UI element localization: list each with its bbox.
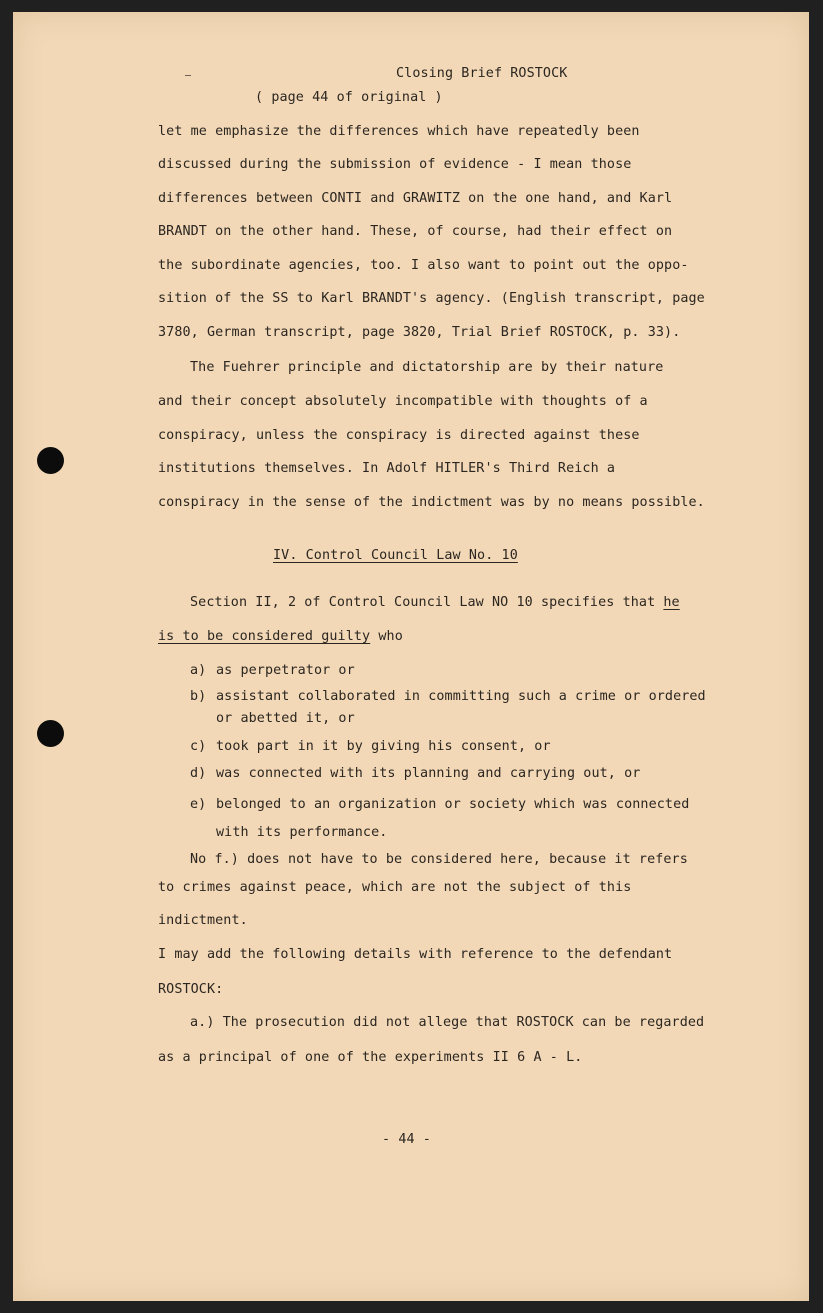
section-intro-line-2 xyxy=(158,629,403,644)
section-heading: IV. Control Council Law No. 10 xyxy=(273,548,518,563)
margin-mark xyxy=(185,75,191,76)
body-line: the subordinate agencies, too. I also want to point out the oppo- xyxy=(158,258,689,273)
list-item-text: took part in it by giving his consent, or xyxy=(216,739,551,754)
body-line: as a principal of one of the experiments II 6 A - L. xyxy=(158,1050,583,1065)
list-item-text: was connected with its planning and carrying out, or xyxy=(216,766,641,781)
underlined-text: is to be considered guilty xyxy=(158,629,371,644)
page-subtitle: ( page 44 of original ) xyxy=(255,90,443,105)
list-item-text: assistant collaborated in committing such a crime or ordered xyxy=(216,689,706,704)
list-item-label: b) xyxy=(190,689,207,704)
body-line: discussed during the submission of evidence - I mean those xyxy=(158,157,632,172)
punch-hole-bottom xyxy=(37,720,64,747)
body-line: and their concept absolutely incompatible with thoughts of a xyxy=(158,394,648,409)
body-line: a.) The prosecution did not allege that ROSTOCK can be regarded xyxy=(190,1015,705,1030)
section-intro-line-1 xyxy=(190,595,680,610)
body-line: ROSTOCK: xyxy=(158,982,224,997)
punch-hole-top xyxy=(37,447,64,474)
body-line: 3780, German transcript, page 3820, Trial Brief ROSTOCK, p. 33). xyxy=(158,325,681,340)
list-item-label: c) xyxy=(190,739,207,754)
page-title: Closing Brief ROSTOCK xyxy=(396,66,568,81)
body-line: conspiracy, unless the conspiracy is directed against these xyxy=(158,428,640,443)
list-item-label: d) xyxy=(190,766,207,781)
body-line: BRANDT on the other hand. These, of course, had their effect on xyxy=(158,224,673,239)
section-intro-text: Section II, 2 of Control Council Law NO 10 specifies that xyxy=(190,595,664,610)
list-item-text: as perpetrator or xyxy=(216,663,355,678)
body-line: differences between CONTI and GRAWITZ on the one hand, and Karl xyxy=(158,191,673,206)
body-line: sition of the SS to Karl BRANDT's agency. (English transcript, page xyxy=(158,291,705,306)
body-line: No f.) does not have to be considered here, because it refers xyxy=(190,852,688,867)
underlined-text: he xyxy=(663,595,680,610)
section-intro-text: who xyxy=(370,629,403,644)
body-line: The Fuehrer principle and dictatorship are by their nature xyxy=(190,360,664,375)
list-item-text: or abetted it, or xyxy=(216,711,355,726)
body-line: I may add the following details with reference to the defendant xyxy=(158,947,673,962)
list-item-label: a) xyxy=(190,663,207,678)
list-item-text: belonged to an organization or society which was connected xyxy=(216,797,690,812)
body-line: institutions themselves. In Adolf HITLER's Third Reich a xyxy=(158,461,616,476)
body-line: let me emphasize the differences which have repeatedly been xyxy=(158,124,640,139)
body-line: conspiracy in the sense of the indictment was by no means possible. xyxy=(158,495,705,510)
list-item-text: with its performance. xyxy=(216,825,388,840)
page-number: - 44 - xyxy=(382,1132,431,1147)
list-item-label: e) xyxy=(190,797,207,812)
body-line: indictment. xyxy=(158,913,248,928)
body-line: to crimes against peace, which are not the subject of this xyxy=(158,880,632,895)
